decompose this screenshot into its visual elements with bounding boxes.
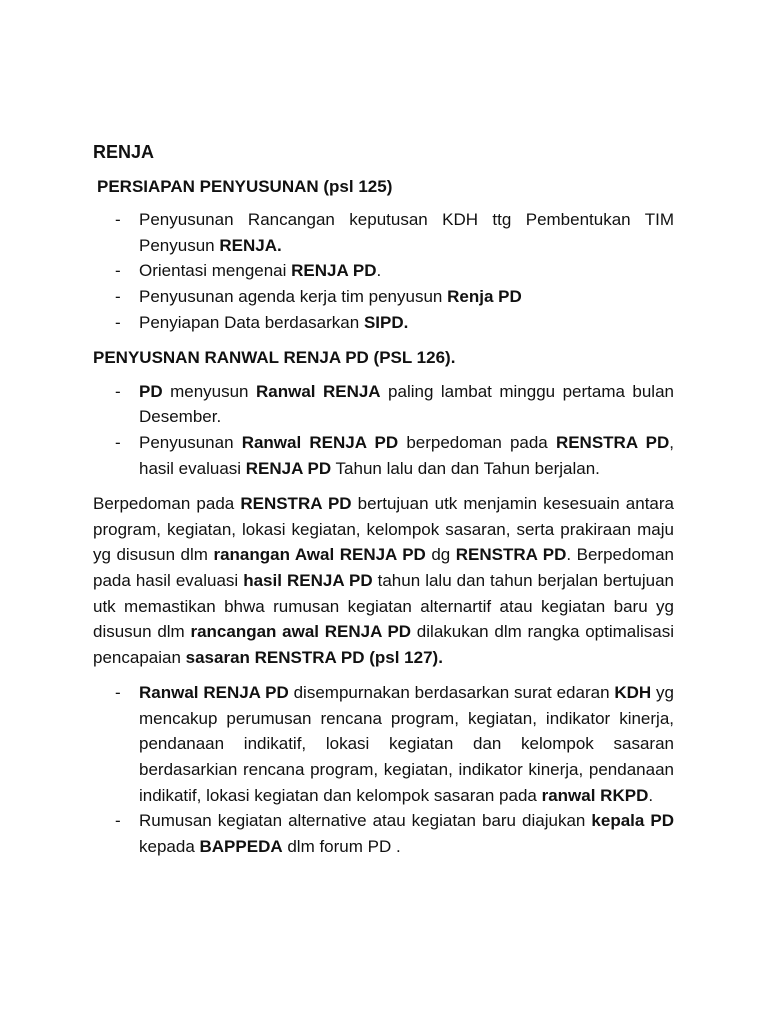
text-run: . [648, 785, 654, 805]
text-run: Penyusunan Rancangan keputusan KDH ttg Pembentukan TIM Penyusun [139, 210, 674, 255]
bold-text: Ranwal RENJA [255, 381, 381, 401]
bold-text: sasaran RENSTRA PD (psl 127). [185, 647, 443, 667]
text-run: dg [425, 545, 456, 565]
text-run: Rumusan kegiatan alternative atau kegiatan baru diajukan [139, 811, 592, 831]
dash-bullet: - [115, 683, 121, 703]
text-run: Penyusunan agenda kerja tim penyusun [139, 286, 448, 306]
list-item [93, 284, 674, 310]
bold-text: RENSTRA PD [555, 432, 670, 452]
body-paragraph [93, 491, 674, 670]
bold-text: PD [139, 381, 163, 401]
bold-text: KDH [614, 683, 652, 703]
bold-text: BAPPEDA [199, 836, 283, 856]
bold-text: RENSTRA PD [240, 494, 352, 514]
list-ranwal [93, 379, 674, 481]
text-run: berpedoman pada [398, 432, 556, 452]
bold-text: SIPD. [363, 312, 409, 332]
bold-text: rancangan awal RENJA PD [190, 622, 412, 642]
bold-text: Renja PD [447, 286, 522, 306]
list-item [93, 379, 674, 430]
text-run: tahun lalu dan tahun berjalan bertujuan utk memastikan bhwa rumusan kegiatan alternartif atau kegiatan baru yg disusun dlm [93, 570, 675, 642]
text-run: disempurnakan berdasarkan surat edaran [288, 683, 615, 703]
document-title: RENJA [93, 142, 155, 162]
bold-text: Ranwal RENJA PD [139, 683, 289, 703]
text-run: dilakukan dlm rangka optimalisasi pencapaian [93, 622, 675, 667]
list-persiapan [93, 207, 674, 335]
text-run: bertujuan utk menjamin kesesuain antara program, kegiatan, lokasi kegiatan, kelompok sasaran, serta prakiraan maju yg disusun dlm [93, 494, 674, 565]
bold-text: ranwal RKPD [541, 785, 649, 805]
list-item [93, 680, 674, 808]
text-run: Tahun lalu dan dan Tahun berjalan. [331, 458, 600, 478]
dash-bullet: - [115, 261, 121, 281]
section-heading-ranwal: PENYUSNAN RANWAL RENJA PD (PSL 126). [93, 348, 456, 368]
text-run: Penyiapan Data berdasarkan [139, 312, 364, 332]
list-penyempurnaan [93, 680, 674, 859]
bold-text: kepala PD [591, 811, 674, 831]
list-item [93, 808, 674, 859]
list-item [93, 207, 674, 258]
text-run: Penyusunan [139, 432, 242, 452]
dash-bullet: - [115, 210, 121, 230]
dash-bullet: - [115, 312, 121, 332]
dash-bullet: - [115, 432, 121, 452]
bold-text: ranangan Awal RENJA PD [213, 545, 426, 565]
text-run: yg mencakup perumusan rencana program, kegiatan, indikator kinerja, pendanaan indikatif, lokasi kegiatan dan kelompok sasaran berdasarkian rencana program, kegiatan, indikator kinerja, pendanaan indikatif, lokasi kegiatan dan kelompok sasaran pada [139, 683, 674, 805]
text-run: dlm forum PD . [282, 836, 401, 856]
dash-bullet: - [115, 286, 121, 306]
bold-text: RENJA PD [291, 261, 377, 281]
list-item [93, 310, 674, 336]
dash-bullet: - [115, 811, 121, 831]
bold-text: RENJA. [219, 235, 282, 255]
text-run: Berpedoman pada [93, 494, 241, 514]
text-run: . Berpedoman pada hasil evaluasi [93, 545, 674, 590]
list-item [93, 430, 674, 481]
bold-text: RENSTRA PD [455, 545, 567, 565]
document-page [93, 140, 674, 869]
text-run: Orientasi mengenai [139, 261, 292, 281]
list-item [93, 258, 674, 284]
text-run: paling lambat minggu pertama bulan Desember. [139, 381, 674, 427]
dash-bullet: - [115, 381, 121, 401]
text-run: menyusun [162, 381, 256, 401]
text-run: , hasil evaluasi [139, 432, 674, 478]
bold-text: RENJA PD [245, 458, 332, 478]
section-heading-persiapan: PERSIAPAN PENYUSUNAN (psl 125) [97, 176, 393, 196]
text-run: kepada [139, 836, 200, 856]
text-run: . [376, 261, 382, 281]
bold-text: hasil RENJA PD [243, 570, 373, 590]
bold-text: Ranwal RENJA PD [241, 432, 399, 452]
